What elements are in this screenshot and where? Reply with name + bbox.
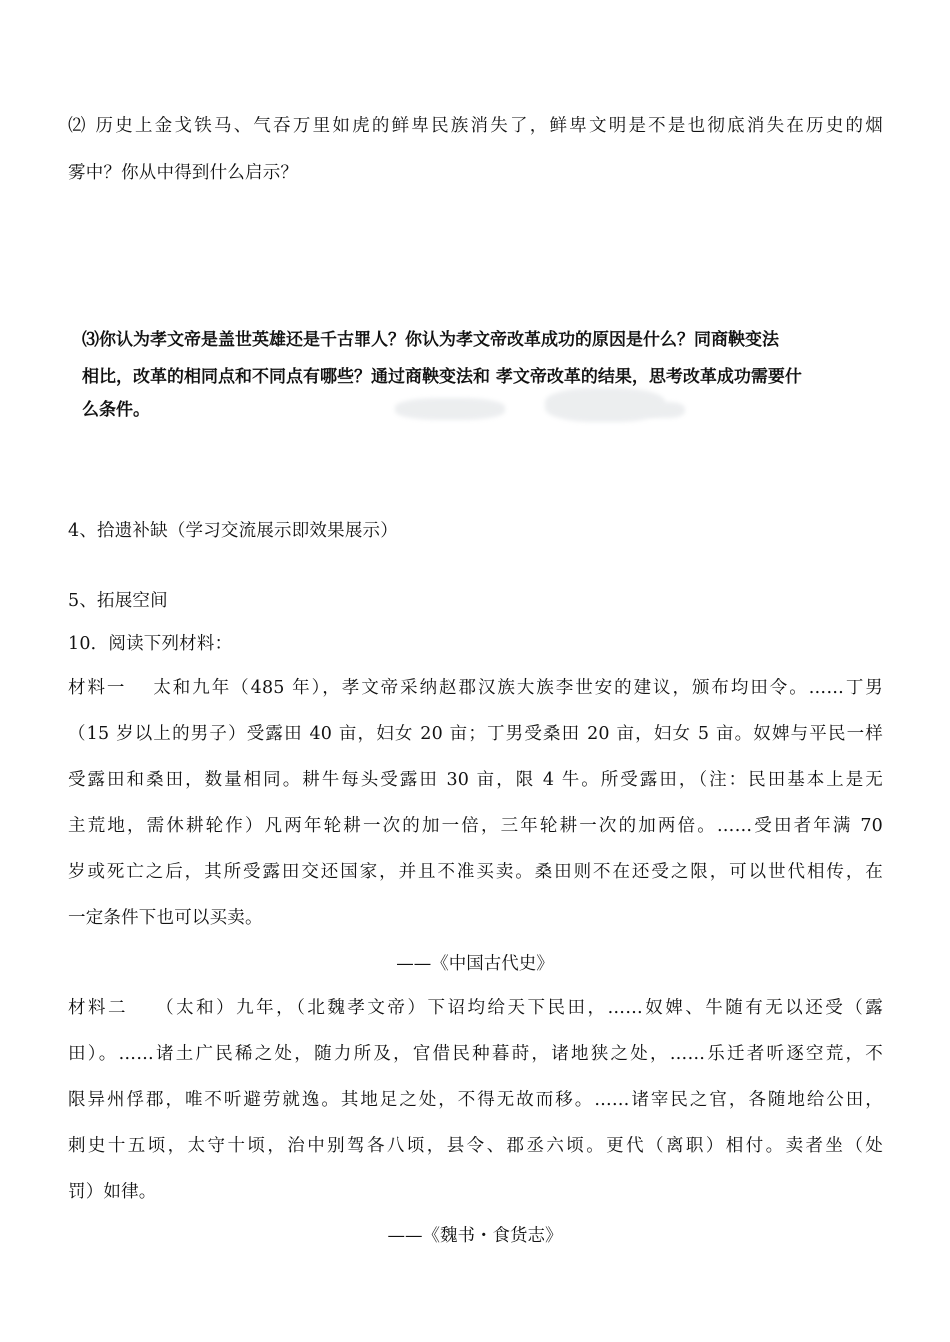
question-3-line-1: ⑶你认为孝文帝是盖世英雄还是千古罪人？你认为孝文帝改革成功的原因是什么？同商鞅变法 bbox=[82, 330, 779, 350]
material-1-line: 一定条件下也可以买卖。 bbox=[68, 908, 263, 928]
watermark-image bbox=[395, 380, 695, 440]
material-1-line: 岁或死亡之后，其所受露田交还国家，并且不准买卖。桑田则不在还受之限，可以世代相传，在 bbox=[68, 862, 883, 882]
question-2-line-2: 雾中？你从中得到什么启示？ bbox=[68, 163, 299, 183]
material-2-line: 限异州俘郡，唯不听避劳就逸。其地足之处，不得无故而移。……诸宰民之官，各随地给公田， bbox=[68, 1090, 883, 1110]
material-1-line: 受露田和桑田，数量相同。耕牛每头受露田 30 亩，限 4 牛。所受露田，（注：民田基本上是无 bbox=[68, 770, 883, 790]
section-4-heading: 4、拾遗补缺（学习交流展示即效果展示） bbox=[68, 521, 398, 541]
material-1-line: 材料一 太和九年（485 年），孝文帝采纳赵郡汉族大族李世安的建议，颁布均田令。……丁男 bbox=[68, 678, 883, 698]
question-10-title: 10．阅读下列材料： bbox=[68, 634, 233, 654]
section-5-heading: 5、拓展空间 bbox=[68, 591, 168, 611]
material-2-line: 刺史十五顷，太守十顷，治中别驾各八顷，县令、郡丞六顷。更代（离职）相付。卖者坐（处 bbox=[68, 1136, 883, 1156]
question-3-line-2: 相比，改革的相同点和不同点有哪些？通过商鞅变法和 孝文帝改革的结果，思考改革成功需要什 bbox=[82, 367, 802, 387]
material-2-line: 罚）如律。 bbox=[68, 1182, 157, 1202]
material-2-source: ——《魏书・食货志》 bbox=[387, 1226, 563, 1246]
question-3-line-3: 么条件。 bbox=[82, 400, 150, 420]
material-1-source: ——《中国古代史》 bbox=[396, 954, 554, 974]
question-2-line-1: ⑵ 历史上金戈铁马、气吞万里如虎的鲜卑民族消失了，鲜卑文明是不是也彻底消失在历史的烟 bbox=[68, 116, 883, 136]
material-2-line: 材料二 （太和）九年，（北魏孝文帝）下诏均给天下民田，……奴婢、牛随有无以还受（露 bbox=[68, 998, 883, 1018]
material-1-line: （15 岁以上的男子）受露田 40 亩，妇女 20 亩；丁男受桑田 20 亩，妇女 5 亩。奴婢与平民一样 bbox=[68, 724, 883, 744]
material-2-line: 田）。……诸土广民稀之处，随力所及，官借民种暮莳，诸地狭之处，……乐迁者听逐空荒，不 bbox=[68, 1044, 883, 1064]
material-1-line: 主荒地，需休耕轮作）凡两年轮耕一次的加一倍，三年轮耕一次的加两倍。……受田者年满 70 bbox=[68, 816, 883, 836]
